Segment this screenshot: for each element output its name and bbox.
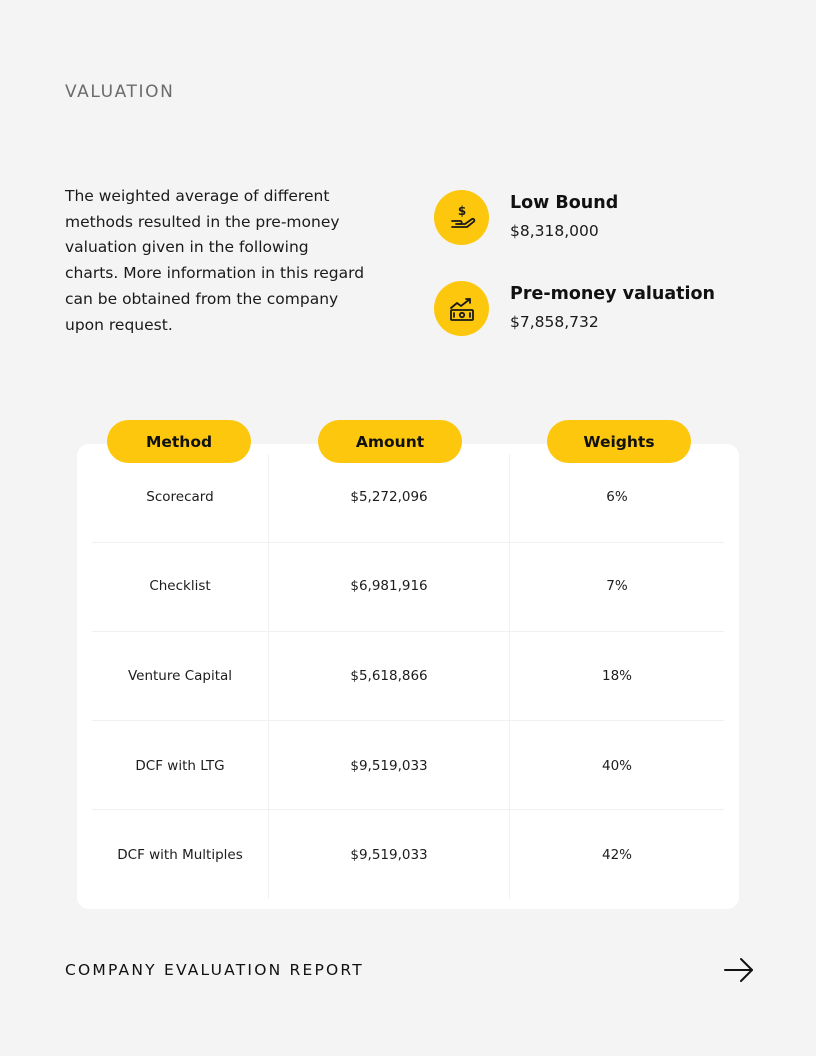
row-divider — [92, 720, 724, 721]
svg-text:$: $ — [457, 203, 466, 218]
row-divider — [92, 542, 724, 543]
hand-dollar-icon — [434, 190, 489, 245]
method-cell: Scorecard — [146, 489, 214, 505]
column-divider — [268, 454, 269, 899]
method-cell: DCF with LTG — [135, 758, 225, 774]
stat-value: $8,318,000 — [510, 222, 599, 240]
stat-value: $7,858,732 — [510, 313, 599, 331]
stat-pre-money-valuation — [434, 281, 715, 336]
method-cell: DCF with Multiples — [117, 847, 243, 863]
amount-cell: $5,618,866 — [350, 668, 428, 684]
row-divider — [92, 809, 724, 810]
column-header-weights: Weights — [547, 420, 691, 463]
amount-cell: $6,981,916 — [350, 578, 428, 594]
stat-label: Low Bound — [510, 193, 619, 213]
weight-cell: 6% — [606, 489, 628, 505]
amount-cell: $5,272,096 — [350, 489, 428, 505]
method-cell: Venture Capital — [127, 668, 233, 684]
method-cell: Checklist — [149, 578, 211, 594]
arrow-right-icon[interactable] — [722, 956, 756, 984]
intro-paragraph: The weighted average of different methods resulted in the pre-money valuation given in the following charts. More information in this regard can be obtained from the company upon request. — [65, 187, 365, 334]
stat-label: Pre-money valuation — [510, 284, 716, 304]
weight-cell: 7% — [606, 578, 628, 594]
amount-cell: $9,519,033 — [350, 847, 428, 863]
weight-cell: 40% — [601, 758, 633, 774]
money-growth-icon — [434, 281, 489, 336]
row-divider — [92, 631, 724, 632]
stat-low-bound — [434, 190, 618, 245]
weight-cell: 18% — [601, 668, 633, 684]
weight-cell: 42% — [601, 847, 633, 863]
column-divider — [509, 454, 510, 899]
column-header-method: Method — [107, 420, 251, 463]
footer-title: COMPANY EVALUATION REPORT — [65, 961, 364, 979]
amount-cell: $9,519,033 — [350, 758, 428, 774]
column-header-amount: Amount — [318, 420, 462, 463]
section-title: VALUATION — [65, 82, 175, 102]
